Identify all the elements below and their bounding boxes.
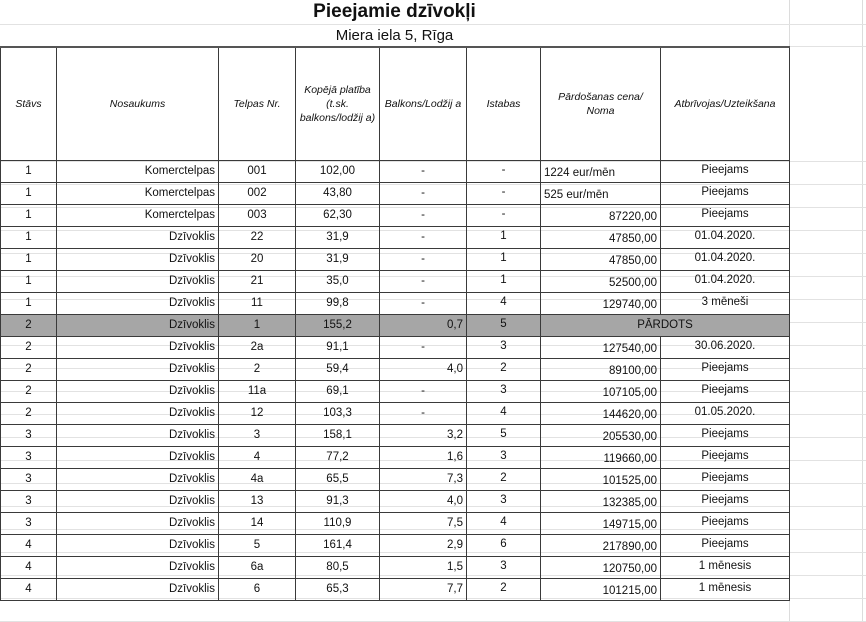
cell-price[interactable]: 101525,00 <box>541 469 661 491</box>
cell-balcony[interactable]: 4,0 <box>380 359 467 381</box>
cell-availability[interactable]: 01.04.2020. <box>661 271 790 293</box>
cell-rooms[interactable]: 3 <box>467 447 541 469</box>
cell-name[interactable]: Komerctelpas <box>57 161 219 183</box>
cell-price[interactable]: 47850,00 <box>541 249 661 271</box>
cell-balcony[interactable]: - <box>380 381 467 403</box>
cell-rooms[interactable]: 3 <box>467 337 541 359</box>
cell-balcony[interactable]: - <box>380 249 467 271</box>
cell-total-area[interactable]: 102,00 <box>296 161 380 183</box>
cell-availability[interactable]: Pieejams <box>661 205 790 227</box>
cell-name[interactable]: Dzīvoklis <box>57 227 219 249</box>
table-row <box>1 293 790 315</box>
cell-price[interactable]: 119660,00 <box>541 447 661 469</box>
cell-total-area[interactable]: 161,4 <box>296 535 380 557</box>
cell-floor[interactable]: 4 <box>1 579 57 601</box>
cell-floor[interactable]: 1 <box>1 249 57 271</box>
cell-availability[interactable]: Pieejams <box>661 381 790 403</box>
cell-room-nr[interactable]: 6a <box>219 557 296 579</box>
cell-floor[interactable]: 3 <box>1 447 57 469</box>
cell-balcony[interactable]: 2,9 <box>380 535 467 557</box>
cell-floor[interactable]: 1 <box>1 271 57 293</box>
cell-room-nr[interactable]: 3 <box>219 425 296 447</box>
cell-room-nr[interactable]: 13 <box>219 491 296 513</box>
cell-total-area[interactable]: 103,3 <box>296 403 380 425</box>
cell-availability[interactable]: Pieejams <box>661 425 790 447</box>
cell-rooms[interactable]: 4 <box>467 403 541 425</box>
cell-price[interactable]: 101215,00 <box>541 579 661 601</box>
cell-availability[interactable]: 01.05.2020. <box>661 403 790 425</box>
table-row <box>1 513 790 535</box>
col-header-availability[interactable]: Atbrīvojas/Uzteikšana <box>661 47 790 161</box>
cell-price[interactable]: 129740,00 <box>541 293 661 315</box>
cell-total-area[interactable]: 77,2 <box>296 447 380 469</box>
col-header-total-area[interactable]: Kopējā platība (t.sk. balkons/lodžij a) <box>296 47 380 161</box>
cell-price[interactable]: 120750,00 <box>541 557 661 579</box>
cell-price[interactable]: 89100,00 <box>541 359 661 381</box>
cell-rooms[interactable]: - <box>467 161 541 183</box>
header-row <box>1 47 790 161</box>
cell-room-nr[interactable]: 4a <box>219 469 296 491</box>
cell-floor[interactable]: 3 <box>1 513 57 535</box>
cell-availability[interactable]: Pieejams <box>661 447 790 469</box>
cell-price[interactable]: 87220,00 <box>541 205 661 227</box>
cell-floor[interactable]: 2 <box>1 337 57 359</box>
cell-rooms[interactable]: 3 <box>467 491 541 513</box>
cell-total-area[interactable]: 35,0 <box>296 271 380 293</box>
sheet-subtitle: Miera iela 5, Rīga <box>335 27 454 44</box>
cell-name[interactable]: Dzīvoklis <box>57 403 219 425</box>
cell-price[interactable]: 144620,00 <box>541 403 661 425</box>
cell-name[interactable]: Dzīvoklis <box>57 337 219 359</box>
table-row <box>1 337 790 359</box>
cell-rooms[interactable]: 3 <box>467 557 541 579</box>
cell-availability[interactable]: Pieejams <box>661 469 790 491</box>
table-row <box>1 271 790 293</box>
cell-availability[interactable]: Pieejams <box>661 535 790 557</box>
cell-balcony[interactable]: - <box>380 293 467 315</box>
cell-floor[interactable]: 2 <box>1 403 57 425</box>
col-header-name[interactable]: Nosaukums <box>57 47 219 161</box>
cell-name[interactable]: Komerctelpas <box>57 183 219 205</box>
cell-floor[interactable]: 4 <box>1 535 57 557</box>
cell-price[interactable]: 47850,00 <box>541 227 661 249</box>
cell-availability[interactable]: 30.06.2020. <box>661 337 790 359</box>
cell-floor[interactable]: 1 <box>1 183 57 205</box>
cell-price[interactable]: 217890,00 <box>541 535 661 557</box>
table-row <box>1 579 790 601</box>
cell-floor[interactable]: 1 <box>1 161 57 183</box>
cell-rooms[interactable]: 2 <box>467 359 541 381</box>
table-row <box>1 447 790 469</box>
table-row <box>1 403 790 425</box>
cell-floor[interactable]: 2 <box>1 315 57 337</box>
table-row <box>1 557 790 579</box>
cell-availability[interactable]: 1 mēnesis <box>661 557 790 579</box>
cell-balcony[interactable]: - <box>380 205 467 227</box>
cell-rooms[interactable]: 4 <box>467 513 541 535</box>
table-row <box>1 183 790 205</box>
table-row <box>1 425 790 447</box>
col-header-price[interactable]: Pārdošanas cena/ Noma <box>541 47 661 161</box>
cell-price[interactable]: 107105,00 <box>541 381 661 403</box>
cell-floor[interactable]: 3 <box>1 425 57 447</box>
cell-name[interactable]: Dzīvoklis <box>57 491 219 513</box>
cell-rooms[interactable]: - <box>467 183 541 205</box>
cell-name[interactable]: Dzīvoklis <box>57 535 219 557</box>
col-header-rooms[interactable]: Istabas <box>467 47 541 161</box>
table-row <box>1 205 790 227</box>
cell-room-nr[interactable]: 20 <box>219 249 296 271</box>
cell-name[interactable]: Dzīvoklis <box>57 557 219 579</box>
cell-total-area[interactable]: 31,9 <box>296 227 380 249</box>
cell-availability[interactable]: 1 mēnesis <box>661 579 790 601</box>
apartments-table <box>0 46 790 601</box>
cell-name[interactable]: Dzīvoklis <box>57 425 219 447</box>
cell-floor[interactable]: 3 <box>1 491 57 513</box>
table-row <box>1 469 790 491</box>
cell-price[interactable]: 1224 eur/mēn <box>541 161 661 183</box>
cell-room-nr[interactable]: 003 <box>219 205 296 227</box>
cell-floor[interactable]: 1 <box>1 293 57 315</box>
cell-balcony[interactable]: 4,0 <box>380 491 467 513</box>
cell-total-area[interactable]: 31,9 <box>296 249 380 271</box>
cell-total-area[interactable]: 65,3 <box>296 579 380 601</box>
cell-room-nr[interactable]: 2a <box>219 337 296 359</box>
cell-room-nr[interactable]: 5 <box>219 535 296 557</box>
cell-rooms[interactable]: 1 <box>467 227 541 249</box>
cell-room-nr[interactable]: 2 <box>219 359 296 381</box>
cell-availability[interactable]: Pieejams <box>661 183 790 205</box>
cell-room-nr[interactable]: 1 <box>219 315 296 337</box>
cell-total-area[interactable]: 65,5 <box>296 469 380 491</box>
table-row <box>1 227 790 249</box>
cell-total-area[interactable]: 158,1 <box>296 425 380 447</box>
cell-name[interactable]: Komerctelpas <box>57 205 219 227</box>
col-header-floor[interactable]: Stāvs <box>1 47 57 161</box>
cell-rooms[interactable]: 1 <box>467 271 541 293</box>
cell-balcony[interactable]: - <box>380 403 467 425</box>
cell-price[interactable]: 149715,00 <box>541 513 661 535</box>
cell-balcony[interactable]: 7,5 <box>380 513 467 535</box>
cell-room-nr[interactable]: 6 <box>219 579 296 601</box>
table-body <box>1 161 790 601</box>
table-row <box>1 491 790 513</box>
cell-room-nr[interactable]: 002 <box>219 183 296 205</box>
cell-balcony[interactable]: - <box>380 271 467 293</box>
cell-name[interactable]: Dzīvoklis <box>57 359 219 381</box>
cell-balcony[interactable]: 1,6 <box>380 447 467 469</box>
cell-floor[interactable]: 4 <box>1 557 57 579</box>
col-header-room-nr[interactable]: Telpas Nr. <box>219 47 296 161</box>
table-row <box>1 249 790 271</box>
cell-name[interactable]: Dzīvoklis <box>57 447 219 469</box>
cell-total-area[interactable]: 59,4 <box>296 359 380 381</box>
cell-room-nr[interactable]: 22 <box>219 227 296 249</box>
cell-balcony[interactable]: 7,3 <box>380 469 467 491</box>
cell-floor[interactable]: 1 <box>1 205 57 227</box>
cell-balcony[interactable]: 7,7 <box>380 579 467 601</box>
cell-room-nr[interactable]: 21 <box>219 271 296 293</box>
cell-room-nr[interactable]: 12 <box>219 403 296 425</box>
table-row <box>1 359 790 381</box>
cell-room-nr[interactable]: 11 <box>219 293 296 315</box>
cell-name[interactable]: Dzīvoklis <box>57 513 219 535</box>
cell-room-nr[interactable]: 11a <box>219 381 296 403</box>
table-row <box>1 535 790 557</box>
cell-balcony[interactable]: - <box>380 227 467 249</box>
cell-name[interactable]: Dzīvoklis <box>57 579 219 601</box>
cell-balcony[interactable]: - <box>380 161 467 183</box>
cell-name[interactable]: Dzīvoklis <box>57 469 219 491</box>
cell-name[interactable]: Dzīvoklis <box>57 315 219 337</box>
cell-balcony[interactable]: 0,7 <box>380 315 467 337</box>
cell-price[interactable]: 52500,00 <box>541 271 661 293</box>
cell-rooms[interactable]: 4 <box>467 293 541 315</box>
cell-balcony[interactable]: - <box>380 337 467 359</box>
cell-price[interactable]: 127540,00 <box>541 337 661 359</box>
cell-rooms[interactable]: 6 <box>467 535 541 557</box>
cell-rooms[interactable]: 3 <box>467 381 541 403</box>
cell-total-area[interactable]: 91,1 <box>296 337 380 359</box>
cell-name[interactable]: Dzīvoklis <box>57 381 219 403</box>
cell-room-nr[interactable]: 14 <box>219 513 296 535</box>
cell-floor[interactable]: 2 <box>1 359 57 381</box>
cell-balcony[interactable]: - <box>380 183 467 205</box>
table-row <box>1 161 790 183</box>
cell-name[interactable]: Dzīvoklis <box>57 271 219 293</box>
cell-room-nr[interactable]: 001 <box>219 161 296 183</box>
cell-availability[interactable]: Pieejams <box>661 161 790 183</box>
cell-price[interactable]: 525 eur/mēn <box>541 183 661 205</box>
cell-name[interactable]: Dzīvoklis <box>57 249 219 271</box>
cell-total-area[interactable]: 155,2 <box>296 315 380 337</box>
cell-availability[interactable]: Pieejams <box>661 513 790 535</box>
cell-total-area[interactable]: 62,30 <box>296 205 380 227</box>
cell-rooms[interactable]: 2 <box>467 469 541 491</box>
cell-total-area[interactable]: 110,9 <box>296 513 380 535</box>
cell-sold-status[interactable]: PĀRDOTS <box>541 315 790 337</box>
cell-room-nr[interactable]: 4 <box>219 447 296 469</box>
sheet-title: Pieejamie dzīvokļi <box>313 1 476 22</box>
cell-rooms[interactable]: - <box>467 205 541 227</box>
cell-rooms[interactable]: 5 <box>467 315 541 337</box>
cell-total-area[interactable]: 69,1 <box>296 381 380 403</box>
cell-availability[interactable]: Pieejams <box>661 491 790 513</box>
cell-balcony[interactable]: 3,2 <box>380 425 467 447</box>
cell-availability[interactable]: 01.04.2020. <box>661 227 790 249</box>
cell-floor[interactable]: 3 <box>1 469 57 491</box>
cell-total-area[interactable]: 91,3 <box>296 491 380 513</box>
table-row-sold <box>1 315 790 337</box>
cell-rooms[interactable]: 1 <box>467 249 541 271</box>
cell-total-area[interactable]: 99,8 <box>296 293 380 315</box>
cell-rooms[interactable]: 2 <box>467 579 541 601</box>
cell-floor[interactable]: 1 <box>1 227 57 249</box>
cell-balcony[interactable]: 1,5 <box>380 557 467 579</box>
table-row <box>1 381 790 403</box>
cell-total-area[interactable]: 43,80 <box>296 183 380 205</box>
cell-availability[interactable]: 01.04.2020. <box>661 249 790 271</box>
cell-total-area[interactable]: 80,5 <box>296 557 380 579</box>
cell-floor[interactable]: 2 <box>1 381 57 403</box>
cell-availability[interactable]: 3 mēneši <box>661 293 790 315</box>
cell-price[interactable]: 205530,00 <box>541 425 661 447</box>
cell-availability[interactable]: Pieejams <box>661 359 790 381</box>
col-header-balcony[interactable]: Balkons/Lodžij a <box>380 47 467 161</box>
cell-name[interactable]: Dzīvoklis <box>57 293 219 315</box>
cell-rooms[interactable]: 5 <box>467 425 541 447</box>
cell-price[interactable]: 132385,00 <box>541 491 661 513</box>
